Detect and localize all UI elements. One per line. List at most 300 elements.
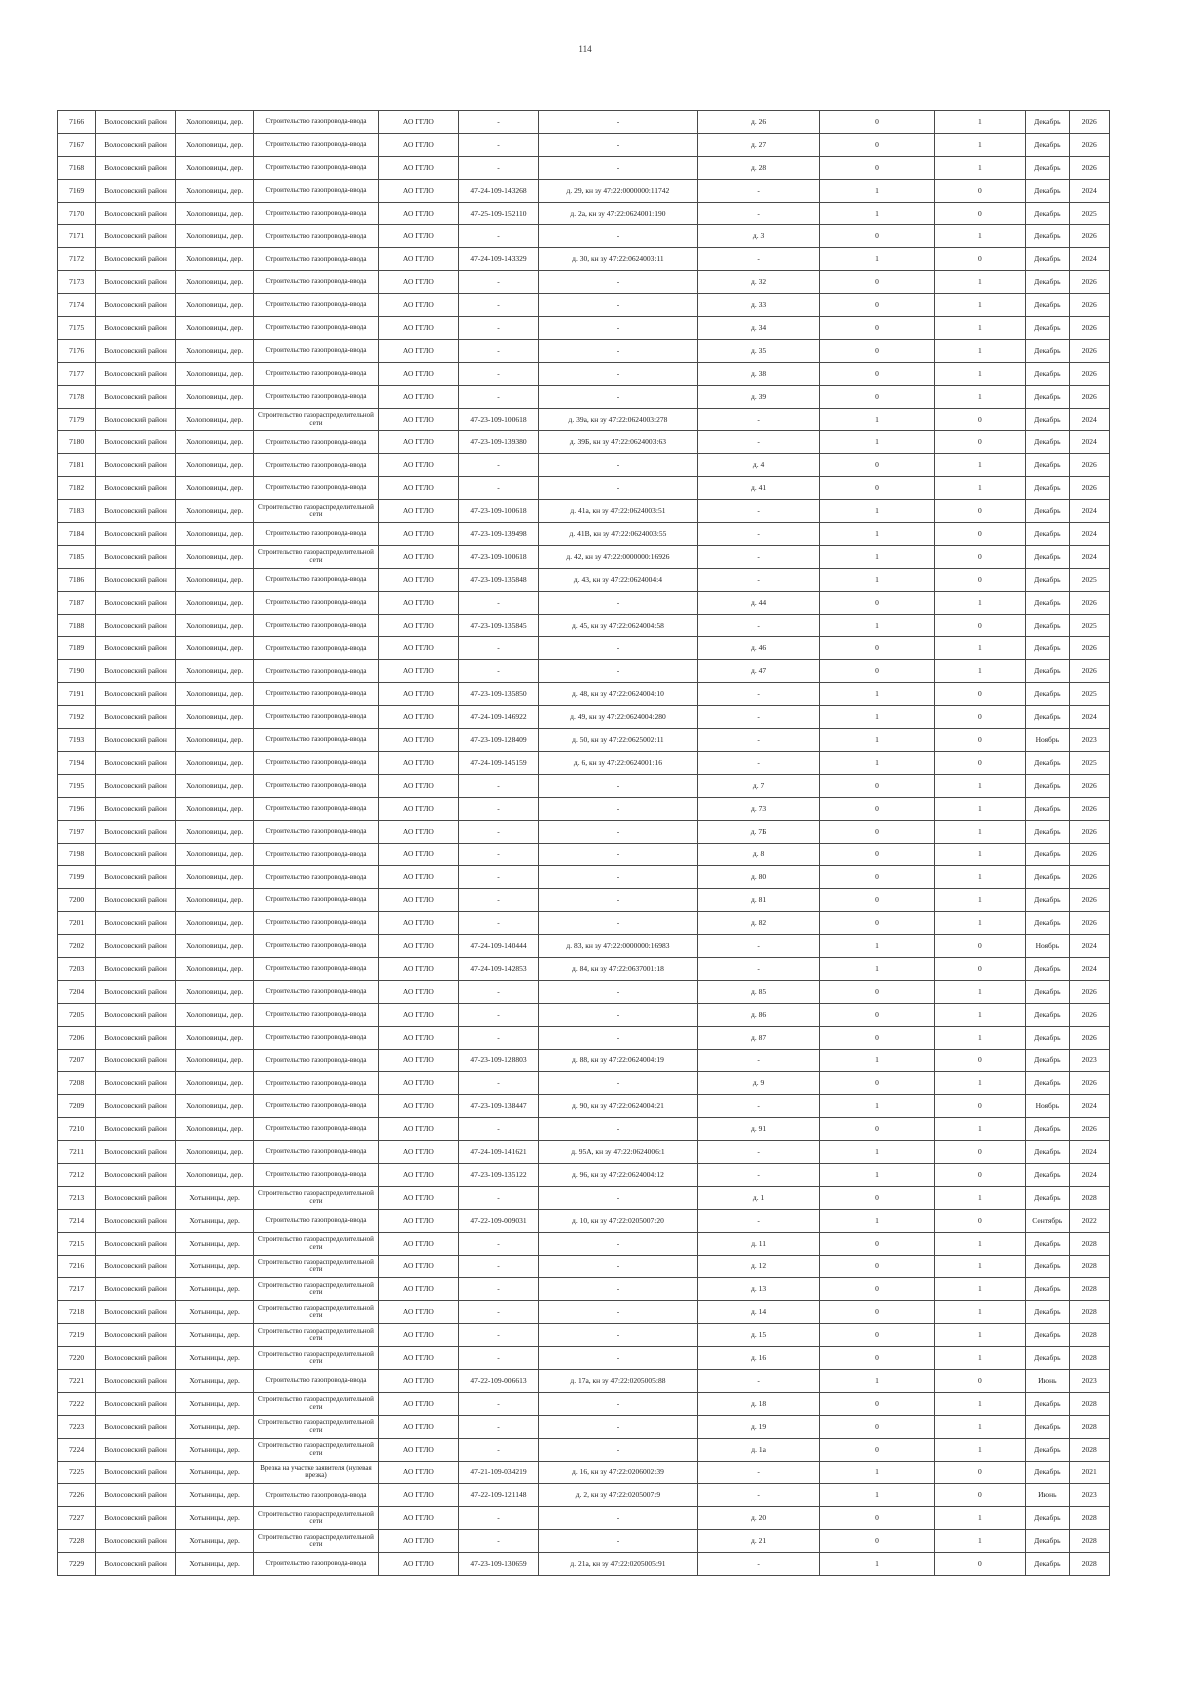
cell-no: 7193 bbox=[58, 729, 96, 752]
cell-year: 2024 bbox=[1069, 1163, 1109, 1186]
cell-org: АО ГГЛО bbox=[378, 751, 459, 774]
cell-house: - bbox=[698, 500, 820, 523]
cell-year: 2026 bbox=[1069, 797, 1109, 820]
cell-locality: Холоповицы, дер. bbox=[175, 820, 254, 843]
cell-flag_b: 1 bbox=[934, 980, 1025, 1003]
cell-flag_b: 1 bbox=[934, 385, 1025, 408]
cell-flag_a: 0 bbox=[820, 1324, 935, 1347]
table-row bbox=[58, 1530, 1110, 1553]
cell-year: 2026 bbox=[1069, 454, 1109, 477]
cell-work: Строительство газопровода-ввода bbox=[254, 271, 378, 294]
cell-flag_b: 0 bbox=[934, 957, 1025, 980]
cell-application: 47-23-109-135122 bbox=[459, 1163, 539, 1186]
cell-locality: Холоповицы, дер. bbox=[175, 751, 254, 774]
cell-org: АО ГГЛО bbox=[378, 820, 459, 843]
cell-locality: Холоповицы, дер. bbox=[175, 477, 254, 500]
cell-flag_b: 1 bbox=[934, 1072, 1025, 1095]
cell-house: д. 35 bbox=[698, 339, 820, 362]
cell-district: Волосовский район bbox=[96, 111, 176, 134]
cell-work: Строительство газопровода-ввода bbox=[254, 156, 378, 179]
cell-no: 7167 bbox=[58, 133, 96, 156]
cell-cadastre: д. 90, кн зу 47:22:0624004:21 bbox=[538, 1095, 697, 1118]
cell-org: АО ГГЛО bbox=[378, 1118, 459, 1141]
cell-month: Декабрь bbox=[1026, 706, 1070, 729]
cell-no: 7173 bbox=[58, 271, 96, 294]
cell-flag_b: 0 bbox=[934, 545, 1025, 568]
cell-org: АО ГГЛО bbox=[378, 1003, 459, 1026]
cell-flag_b: 1 bbox=[934, 1530, 1025, 1553]
cell-locality: Холоповицы, дер. bbox=[175, 1163, 254, 1186]
cell-flag_a: 1 bbox=[820, 1553, 935, 1576]
cell-month: Декабрь bbox=[1026, 683, 1070, 706]
cell-year: 2026 bbox=[1069, 1003, 1109, 1026]
cell-flag_a: 0 bbox=[820, 1301, 935, 1324]
cell-house: д. 14 bbox=[698, 1301, 820, 1324]
cell-house: д. 47 bbox=[698, 660, 820, 683]
cell-no: 7225 bbox=[58, 1461, 96, 1484]
cell-year: 2024 bbox=[1069, 408, 1109, 431]
cell-application: - bbox=[459, 843, 539, 866]
cell-work: Строительство газораспределительной сети bbox=[254, 500, 378, 523]
cell-org: АО ГГЛО bbox=[378, 1530, 459, 1553]
cell-no: 7212 bbox=[58, 1163, 96, 1186]
cell-district: Волосовский район bbox=[96, 1369, 176, 1392]
cell-work: Строительство газопровода-ввода bbox=[254, 133, 378, 156]
cell-month: Декабрь bbox=[1026, 820, 1070, 843]
cell-flag_b: 1 bbox=[934, 1415, 1025, 1438]
cell-flag_a: 0 bbox=[820, 317, 935, 340]
cell-year: 2026 bbox=[1069, 111, 1109, 134]
cell-district: Волосовский район bbox=[96, 957, 176, 980]
cell-flag_b: 0 bbox=[934, 248, 1025, 271]
cell-house: - bbox=[698, 408, 820, 431]
cell-district: Волосовский район bbox=[96, 912, 176, 935]
cell-work: Строительство газопровода-ввода bbox=[254, 111, 378, 134]
cell-locality: Холоповицы, дер. bbox=[175, 248, 254, 271]
cell-district: Волосовский район bbox=[96, 1507, 176, 1530]
cell-district: Волосовский район bbox=[96, 477, 176, 500]
cell-org: АО ГГЛО bbox=[378, 1049, 459, 1072]
cell-no: 7214 bbox=[58, 1209, 96, 1232]
cell-locality: Хотыницы, дер. bbox=[175, 1415, 254, 1438]
cell-flag_a: 0 bbox=[820, 1530, 935, 1553]
cell-application: 47-23-109-139498 bbox=[459, 523, 539, 546]
cell-locality: Холоповицы, дер. bbox=[175, 179, 254, 202]
cell-no: 7222 bbox=[58, 1392, 96, 1415]
cell-application: 47-24-109-140444 bbox=[459, 935, 539, 958]
cell-flag_a: 0 bbox=[820, 637, 935, 660]
table-row bbox=[58, 431, 1110, 454]
cell-locality: Хотыницы, дер. bbox=[175, 1553, 254, 1576]
cell-org: АО ГГЛО bbox=[378, 1392, 459, 1415]
cell-application: - bbox=[459, 156, 539, 179]
cell-cadastre: - bbox=[538, 1186, 697, 1209]
cell-district: Волосовский район bbox=[96, 545, 176, 568]
cell-year: 2028 bbox=[1069, 1232, 1109, 1255]
cell-house: - bbox=[698, 1141, 820, 1164]
cell-org: АО ГГЛО bbox=[378, 1484, 459, 1507]
table-row bbox=[58, 774, 1110, 797]
cell-application: - bbox=[459, 1415, 539, 1438]
cell-cadastre: - bbox=[538, 980, 697, 1003]
cell-flag_b: 1 bbox=[934, 1118, 1025, 1141]
cell-org: АО ГГЛО bbox=[378, 935, 459, 958]
table-row bbox=[58, 1347, 1110, 1370]
cell-cadastre: - bbox=[538, 637, 697, 660]
cell-district: Волосовский район bbox=[96, 660, 176, 683]
cell-cadastre: - bbox=[538, 1392, 697, 1415]
cell-flag_a: 0 bbox=[820, 477, 935, 500]
cell-locality: Холоповицы, дер. bbox=[175, 294, 254, 317]
cell-no: 7218 bbox=[58, 1301, 96, 1324]
cell-locality: Хотыницы, дер. bbox=[175, 1255, 254, 1278]
cell-flag_a: 1 bbox=[820, 545, 935, 568]
cell-month: Декабрь bbox=[1026, 1255, 1070, 1278]
cell-no: 7205 bbox=[58, 1003, 96, 1026]
cell-district: Волосовский район bbox=[96, 362, 176, 385]
cell-flag_a: 0 bbox=[820, 889, 935, 912]
table-row bbox=[58, 408, 1110, 431]
cell-month: Декабрь bbox=[1026, 866, 1070, 889]
cell-house: д. 32 bbox=[698, 271, 820, 294]
cell-year: 2028 bbox=[1069, 1415, 1109, 1438]
cell-house: д. 7 bbox=[698, 774, 820, 797]
cell-flag_b: 1 bbox=[934, 866, 1025, 889]
cell-flag_b: 1 bbox=[934, 797, 1025, 820]
cell-org: АО ГГЛО bbox=[378, 477, 459, 500]
cell-cadastre: - bbox=[538, 156, 697, 179]
cell-no: 7190 bbox=[58, 660, 96, 683]
cell-flag_a: 0 bbox=[820, 294, 935, 317]
cell-year: 2024 bbox=[1069, 500, 1109, 523]
cell-no: 7208 bbox=[58, 1072, 96, 1095]
cell-flag_a: 1 bbox=[820, 568, 935, 591]
cell-application: 47-25-109-152110 bbox=[459, 202, 539, 225]
cell-work: Строительство газопровода-ввода bbox=[254, 1141, 378, 1164]
cell-application: 47-24-109-143329 bbox=[459, 248, 539, 271]
cell-district: Волосовский район bbox=[96, 431, 176, 454]
table-row bbox=[58, 133, 1110, 156]
cell-month: Декабрь bbox=[1026, 1507, 1070, 1530]
cell-locality: Хотыницы, дер. bbox=[175, 1438, 254, 1461]
table-row bbox=[58, 156, 1110, 179]
cell-month: Июнь bbox=[1026, 1484, 1070, 1507]
cell-no: 7228 bbox=[58, 1530, 96, 1553]
cell-year: 2024 bbox=[1069, 957, 1109, 980]
cell-house: д. 12 bbox=[698, 1255, 820, 1278]
cell-flag_b: 1 bbox=[934, 1347, 1025, 1370]
cell-flag_b: 1 bbox=[934, 1232, 1025, 1255]
register-rows bbox=[58, 111, 1110, 1576]
cell-cadastre: д. 2а, кн зу 47:22:0624001:190 bbox=[538, 202, 697, 225]
cell-district: Волосовский район bbox=[96, 294, 176, 317]
cell-locality: Холоповицы, дер. bbox=[175, 1072, 254, 1095]
cell-cadastre: - bbox=[538, 660, 697, 683]
table-row bbox=[58, 1095, 1110, 1118]
cell-cadastre: д. 50, кн зу 47:22:0625002:11 bbox=[538, 729, 697, 752]
cell-no: 7210 bbox=[58, 1118, 96, 1141]
cell-flag_a: 0 bbox=[820, 1232, 935, 1255]
cell-flag_b: 0 bbox=[934, 179, 1025, 202]
table-row bbox=[58, 889, 1110, 912]
cell-work: Строительство газопровода-ввода bbox=[254, 843, 378, 866]
cell-application: - bbox=[459, 225, 539, 248]
table-row bbox=[58, 591, 1110, 614]
cell-year: 2023 bbox=[1069, 729, 1109, 752]
cell-month: Декабрь bbox=[1026, 912, 1070, 935]
cell-house: - bbox=[698, 202, 820, 225]
register-table bbox=[57, 110, 1110, 1576]
cell-work: Строительство газопровода-ввода bbox=[254, 454, 378, 477]
cell-flag_a: 0 bbox=[820, 1255, 935, 1278]
cell-month: Декабрь bbox=[1026, 156, 1070, 179]
cell-locality: Холоповицы, дер. bbox=[175, 1095, 254, 1118]
cell-year: 2026 bbox=[1069, 866, 1109, 889]
cell-house: д. 34 bbox=[698, 317, 820, 340]
cell-house: д. 4 bbox=[698, 454, 820, 477]
cell-locality: Хотыницы, дер. bbox=[175, 1301, 254, 1324]
cell-no: 7178 bbox=[58, 385, 96, 408]
cell-locality: Хотыницы, дер. bbox=[175, 1461, 254, 1484]
cell-house: д. 33 bbox=[698, 294, 820, 317]
cell-locality: Холоповицы, дер. bbox=[175, 202, 254, 225]
cell-flag_a: 1 bbox=[820, 408, 935, 431]
cell-flag_b: 1 bbox=[934, 1507, 1025, 1530]
table-row bbox=[58, 1255, 1110, 1278]
cell-locality: Холоповицы, дер. bbox=[175, 1003, 254, 1026]
cell-flag_a: 0 bbox=[820, 1347, 935, 1370]
cell-no: 7183 bbox=[58, 500, 96, 523]
cell-month: Декабрь bbox=[1026, 843, 1070, 866]
table-row bbox=[58, 362, 1110, 385]
cell-flag_a: 1 bbox=[820, 751, 935, 774]
cell-month: Декабрь bbox=[1026, 889, 1070, 912]
cell-no: 7207 bbox=[58, 1049, 96, 1072]
cell-cadastre: - bbox=[538, 133, 697, 156]
cell-year: 2024 bbox=[1069, 706, 1109, 729]
cell-district: Волосовский район bbox=[96, 179, 176, 202]
cell-district: Волосовский район bbox=[96, 820, 176, 843]
cell-work: Строительство газопровода-ввода bbox=[254, 1369, 378, 1392]
cell-locality: Холоповицы, дер. bbox=[175, 133, 254, 156]
cell-work: Строительство газопровода-ввода bbox=[254, 1095, 378, 1118]
cell-locality: Холоповицы, дер. bbox=[175, 591, 254, 614]
cell-org: АО ГГЛО bbox=[378, 637, 459, 660]
cell-house: д. 18 bbox=[698, 1392, 820, 1415]
cell-house: д. 13 bbox=[698, 1278, 820, 1301]
cell-application: - bbox=[459, 660, 539, 683]
cell-no: 7166 bbox=[58, 111, 96, 134]
cell-org: АО ГГЛО bbox=[378, 774, 459, 797]
cell-work: Строительство газопровода-ввода bbox=[254, 774, 378, 797]
cell-work: Строительство газопровода-ввода bbox=[254, 614, 378, 637]
table-row bbox=[58, 568, 1110, 591]
cell-no: 7191 bbox=[58, 683, 96, 706]
cell-house: д. 7Б bbox=[698, 820, 820, 843]
cell-work: Строительство газопровода-ввода bbox=[254, 1118, 378, 1141]
cell-district: Волосовский район bbox=[96, 271, 176, 294]
cell-org: АО ГГЛО bbox=[378, 1553, 459, 1576]
cell-org: АО ГГЛО bbox=[378, 912, 459, 935]
cell-work: Врезка на участке заявителя (нулевая врезка) bbox=[254, 1461, 378, 1484]
cell-locality: Холоповицы, дер. bbox=[175, 843, 254, 866]
cell-application: 47-21-109-034219 bbox=[459, 1461, 539, 1484]
cell-cadastre: - bbox=[538, 912, 697, 935]
cell-year: 2028 bbox=[1069, 1301, 1109, 1324]
cell-org: АО ГГЛО bbox=[378, 683, 459, 706]
cell-flag_b: 1 bbox=[934, 362, 1025, 385]
cell-work: Строительство газопровода-ввода bbox=[254, 729, 378, 752]
cell-org: АО ГГЛО bbox=[378, 156, 459, 179]
cell-year: 2024 bbox=[1069, 545, 1109, 568]
cell-work: Строительство газопровода-ввода bbox=[254, 980, 378, 1003]
cell-locality: Холоповицы, дер. bbox=[175, 889, 254, 912]
cell-house: д. 44 bbox=[698, 591, 820, 614]
cell-application: - bbox=[459, 294, 539, 317]
cell-flag_b: 0 bbox=[934, 706, 1025, 729]
cell-cadastre: - bbox=[538, 225, 697, 248]
cell-application: - bbox=[459, 1347, 539, 1370]
cell-flag_a: 0 bbox=[820, 1415, 935, 1438]
cell-flag_b: 0 bbox=[934, 568, 1025, 591]
cell-org: АО ГГЛО bbox=[378, 1209, 459, 1232]
cell-flag_b: 0 bbox=[934, 935, 1025, 958]
cell-district: Волосовский район bbox=[96, 339, 176, 362]
cell-no: 7227 bbox=[58, 1507, 96, 1530]
table-row bbox=[58, 1507, 1110, 1530]
cell-cadastre: - bbox=[538, 477, 697, 500]
cell-house: д. 86 bbox=[698, 1003, 820, 1026]
cell-month: Декабрь bbox=[1026, 339, 1070, 362]
cell-org: АО ГГЛО bbox=[378, 1163, 459, 1186]
cell-no: 7179 bbox=[58, 408, 96, 431]
cell-work: Строительство газораспределительной сети bbox=[254, 1507, 378, 1530]
cell-flag_b: 1 bbox=[934, 317, 1025, 340]
cell-month: Декабрь bbox=[1026, 408, 1070, 431]
cell-work: Строительство газопровода-ввода bbox=[254, 935, 378, 958]
cell-flag_b: 0 bbox=[934, 1484, 1025, 1507]
cell-work: Строительство газопровода-ввода bbox=[254, 637, 378, 660]
cell-house: д. 26 bbox=[698, 111, 820, 134]
cell-flag_a: 1 bbox=[820, 1095, 935, 1118]
cell-year: 2026 bbox=[1069, 660, 1109, 683]
cell-month: Декабрь bbox=[1026, 568, 1070, 591]
cell-month: Декабрь bbox=[1026, 591, 1070, 614]
cell-flag_a: 0 bbox=[820, 866, 935, 889]
cell-org: АО ГГЛО bbox=[378, 889, 459, 912]
cell-month: Декабрь bbox=[1026, 271, 1070, 294]
cell-flag_b: 1 bbox=[934, 912, 1025, 935]
cell-flag_a: 1 bbox=[820, 202, 935, 225]
cell-house: д. 16 bbox=[698, 1347, 820, 1370]
cell-application: - bbox=[459, 774, 539, 797]
cell-locality: Холоповицы, дер. bbox=[175, 729, 254, 752]
cell-work: Строительство газопровода-ввода bbox=[254, 225, 378, 248]
cell-application: 47-24-109-145159 bbox=[459, 751, 539, 774]
cell-year: 2028 bbox=[1069, 1255, 1109, 1278]
cell-month: Декабрь bbox=[1026, 523, 1070, 546]
cell-no: 7176 bbox=[58, 339, 96, 362]
cell-flag_b: 0 bbox=[934, 202, 1025, 225]
cell-flag_a: 0 bbox=[820, 660, 935, 683]
cell-work: Строительство газопровода-ввода bbox=[254, 660, 378, 683]
table-row bbox=[58, 1163, 1110, 1186]
cell-year: 2024 bbox=[1069, 248, 1109, 271]
cell-flag_a: 1 bbox=[820, 935, 935, 958]
cell-locality: Хотыницы, дер. bbox=[175, 1232, 254, 1255]
cell-locality: Холоповицы, дер. bbox=[175, 1026, 254, 1049]
cell-flag_a: 0 bbox=[820, 912, 935, 935]
cell-cadastre: - bbox=[538, 1530, 697, 1553]
cell-flag_b: 1 bbox=[934, 774, 1025, 797]
cell-org: АО ГГЛО bbox=[378, 1301, 459, 1324]
cell-locality: Холоповицы, дер. bbox=[175, 1118, 254, 1141]
cell-cadastre: - bbox=[538, 797, 697, 820]
cell-flag_b: 1 bbox=[934, 1278, 1025, 1301]
cell-application: - bbox=[459, 339, 539, 362]
table-row bbox=[58, 500, 1110, 523]
cell-flag_b: 0 bbox=[934, 1553, 1025, 1576]
cell-cadastre: - bbox=[538, 1347, 697, 1370]
cell-year: 2028 bbox=[1069, 1324, 1109, 1347]
cell-year: 2026 bbox=[1069, 133, 1109, 156]
cell-cadastre: - bbox=[538, 591, 697, 614]
table-row bbox=[58, 866, 1110, 889]
cell-cadastre: д. 48, кн зу 47:22:0624004:10 bbox=[538, 683, 697, 706]
cell-flag_a: 1 bbox=[820, 1141, 935, 1164]
cell-house: - bbox=[698, 1095, 820, 1118]
cell-cadastre: д. 16, кн зу 47:22:0206002:39 bbox=[538, 1461, 697, 1484]
cell-no: 7187 bbox=[58, 591, 96, 614]
cell-locality: Холоповицы, дер. bbox=[175, 385, 254, 408]
cell-month: Декабрь bbox=[1026, 294, 1070, 317]
cell-application: - bbox=[459, 980, 539, 1003]
cell-flag_a: 0 bbox=[820, 1026, 935, 1049]
cell-no: 7184 bbox=[58, 523, 96, 546]
cell-cadastre: д. 49, кн зу 47:22:0624004:280 bbox=[538, 706, 697, 729]
cell-month: Декабрь bbox=[1026, 133, 1070, 156]
cell-house: д. 39 bbox=[698, 385, 820, 408]
cell-application: - bbox=[459, 133, 539, 156]
cell-work: Строительство газопровода-ввода bbox=[254, 568, 378, 591]
cell-house: д. 9 bbox=[698, 1072, 820, 1095]
table-row bbox=[58, 179, 1110, 202]
cell-flag_a: 1 bbox=[820, 523, 935, 546]
cell-month: Декабрь bbox=[1026, 385, 1070, 408]
cell-month: Декабрь bbox=[1026, 1347, 1070, 1370]
table-row bbox=[58, 614, 1110, 637]
cell-house: д. 19 bbox=[698, 1415, 820, 1438]
table-row bbox=[58, 912, 1110, 935]
cell-application: 47-23-109-135845 bbox=[459, 614, 539, 637]
table-row bbox=[58, 248, 1110, 271]
cell-flag_b: 1 bbox=[934, 1438, 1025, 1461]
cell-year: 2026 bbox=[1069, 225, 1109, 248]
cell-flag_a: 0 bbox=[820, 774, 935, 797]
cell-locality: Хотыницы, дер. bbox=[175, 1324, 254, 1347]
table-row bbox=[58, 477, 1110, 500]
table-row bbox=[58, 1484, 1110, 1507]
cell-work: Строительство газопровода-ввода bbox=[254, 820, 378, 843]
cell-org: АО ГГЛО bbox=[378, 1438, 459, 1461]
table-row bbox=[58, 111, 1110, 134]
cell-month: Декабрь bbox=[1026, 1392, 1070, 1415]
cell-month: Декабрь bbox=[1026, 1232, 1070, 1255]
cell-flag_a: 1 bbox=[820, 248, 935, 271]
cell-locality: Холоповицы, дер. bbox=[175, 454, 254, 477]
cell-house: - bbox=[698, 179, 820, 202]
cell-no: 7180 bbox=[58, 431, 96, 454]
